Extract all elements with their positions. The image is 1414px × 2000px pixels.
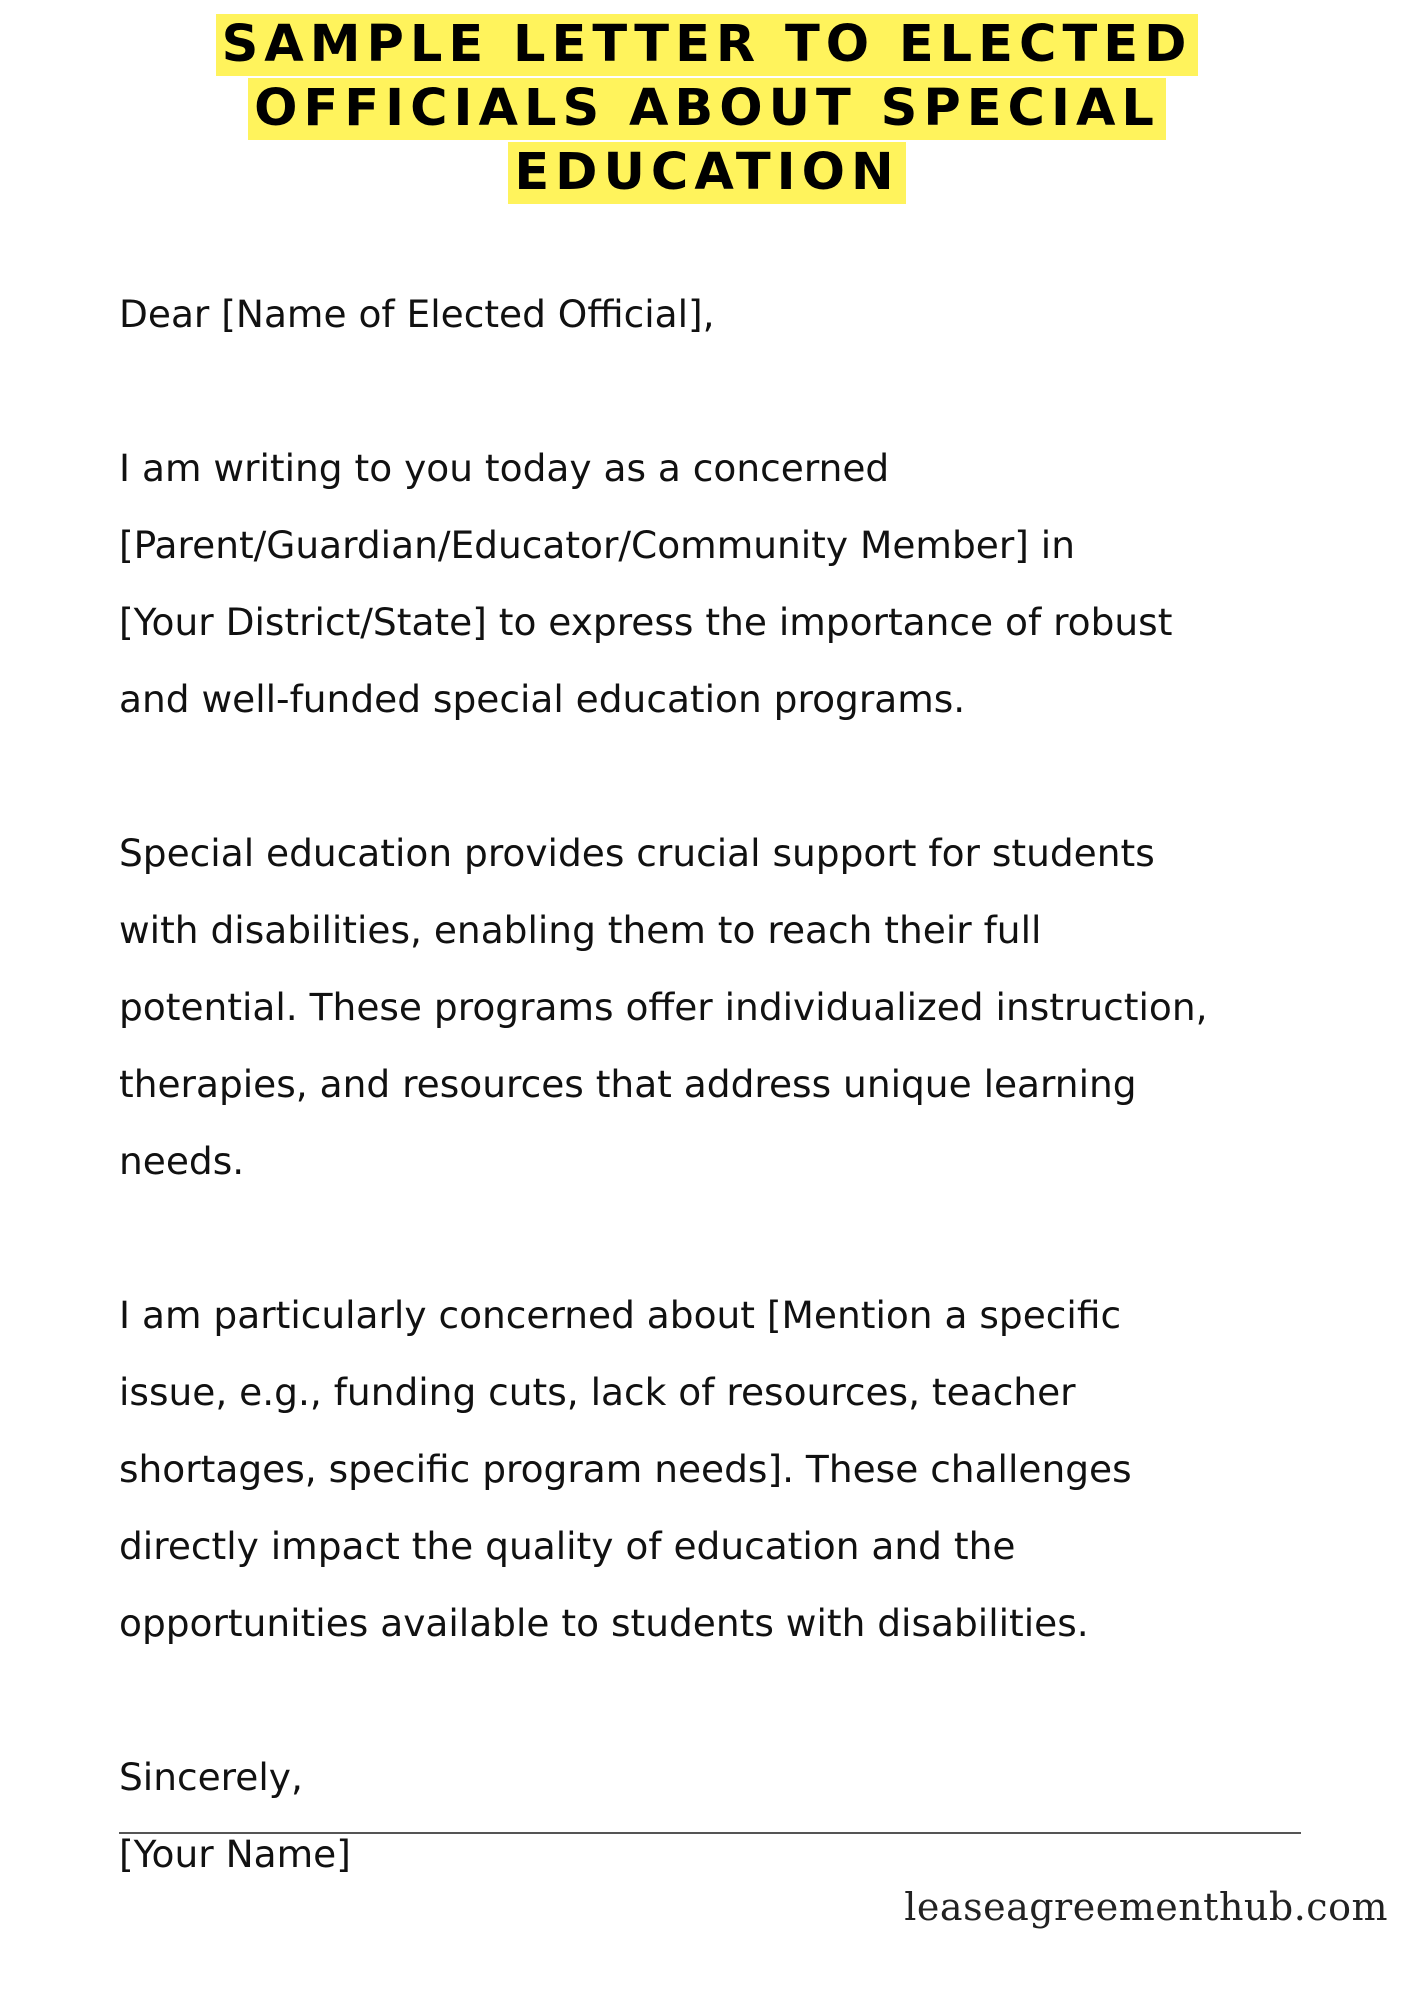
paragraph-line: needs.	[119, 1139, 245, 1183]
paragraph-line: opportunities available to students with disabilities.	[119, 1601, 1089, 1645]
paragraph-line: with disabilities, enabling them to reach their full	[119, 908, 1042, 952]
title-line-1: SAMPLE LETTER TO ELECTED	[216, 14, 1199, 76]
paragraph-line: shortages, specific program needs]. These challenges	[119, 1447, 1132, 1491]
paragraph-line: and well-funded special education programs.	[119, 677, 966, 721]
closing-block	[119, 1739, 1379, 1893]
paragraph-line: issue, e.g., funding cuts, lack of resources, teacher	[119, 1370, 1076, 1414]
paragraph-line: potential. These programs offer individualized instruction,	[119, 985, 1208, 1029]
salutation	[119, 276, 1379, 353]
paragraph-line: Special education provides crucial support for students	[119, 831, 1155, 875]
paragraph-line: I am particularly concerned about [Mention a specific	[119, 1293, 1122, 1337]
paragraph-line: directly impact the quality of education and the	[119, 1524, 1016, 1568]
paragraph-importance	[119, 815, 1379, 1200]
signature-line	[119, 1832, 1301, 1834]
website-watermark: leaseagreementhub.com	[904, 1885, 1388, 1929]
paragraph-line: [Your District/State] to express the importance of robust	[119, 600, 1173, 644]
salutation-text: Dear [Name of Elected Official],	[119, 292, 715, 336]
title-line-3: EDUCATION	[508, 142, 905, 204]
paragraph-line: therapies, and resources that address unique learning	[119, 1062, 1137, 1106]
paragraph-intro	[119, 430, 1379, 738]
signature-placeholder: [Your Name]	[119, 1832, 351, 1876]
letter-title	[0, 14, 1414, 206]
title-line-2: OFFICIALS ABOUT SPECIAL	[248, 78, 1166, 140]
closing-text: Sincerely,	[119, 1755, 303, 1799]
paragraph-concern	[119, 1277, 1379, 1662]
paragraph-line: I am writing to you today as a concerned	[119, 446, 890, 490]
letter-body	[119, 276, 1379, 1893]
paragraph-line: [Parent/Guardian/Educator/Community Member] in	[119, 523, 1075, 567]
